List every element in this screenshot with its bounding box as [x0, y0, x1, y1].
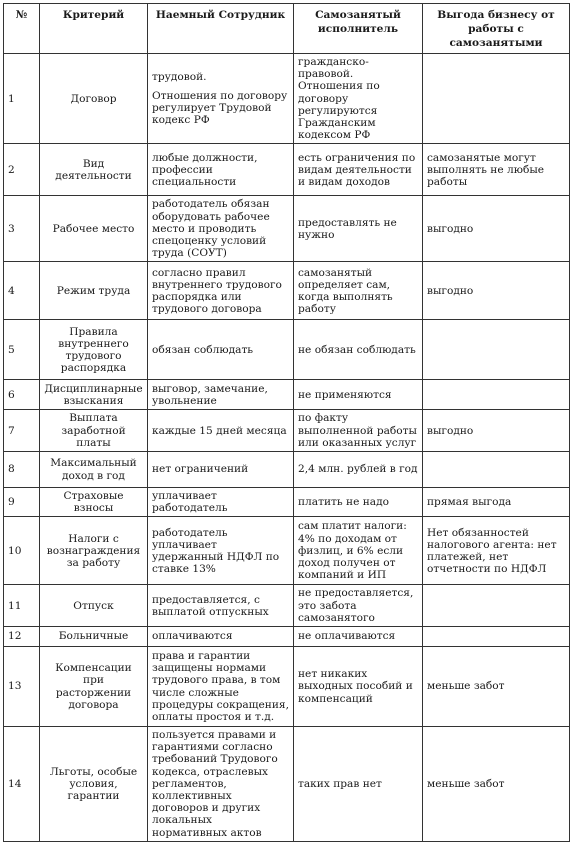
benefit-cell: самозанятые могут выполнять не любые работы [423, 144, 570, 196]
benefit-cell [423, 452, 570, 488]
employee-cell: нет ограничений [148, 452, 294, 488]
header-number: № [4, 4, 40, 54]
table-row [4, 517, 570, 585]
table-row [4, 585, 570, 627]
row-number: 10 [4, 517, 40, 585]
employee-cell: любые должности, профессии специальности [148, 144, 294, 196]
benefit-cell [423, 54, 570, 144]
employee-cell: обязан соблюдать [148, 320, 294, 380]
employee-cell: уплачивает работодатель [148, 488, 294, 517]
criterion-cell: Льготы, особые условия, гарантии [40, 727, 148, 842]
header-employee: Наемный Сотрудник [148, 4, 294, 54]
criterion-cell: Дисциплинарные взыскания [40, 380, 148, 410]
row-number: 2 [4, 144, 40, 196]
self-employed-cell: сам платит налоги: 4% по доходам от физлиц, и 6% если доход получен от компаний и ИП [294, 517, 423, 585]
self-employed-cell: платить не надо [294, 488, 423, 517]
criterion-cell: Правила внутреннего трудового распорядка [40, 320, 148, 380]
self-employed-cell: таких прав нет [294, 727, 423, 842]
row-number: 5 [4, 320, 40, 380]
criterion-cell: Выплата заработной платы [40, 410, 148, 452]
employee-cell: работодатель уплачивает удержанный НДФЛ по ставке 13% [148, 517, 294, 585]
criterion-cell: Налоги с вознаграждения за работу [40, 517, 148, 585]
criterion-cell: Отпуск [40, 585, 148, 627]
employee-cell: трудовой. Отношения по договору регулирует Трудовой кодекс РФ [148, 54, 294, 144]
benefit-cell: прямая выгода [423, 488, 570, 517]
benefit-cell [423, 627, 570, 647]
table-row [4, 144, 570, 196]
comparison-table-wrapper [3, 3, 570, 842]
self-employed-cell: самозанятый определяет сам, когда выполнять работу [294, 262, 423, 320]
benefit-cell: Нет обязанностей налогового агента: нет платежей, нет отчетности по НДФЛ [423, 517, 570, 585]
benefit-cell: меньше забот [423, 647, 570, 727]
table-body [4, 54, 570, 842]
employee-cell: работодатель обязан оборудовать рабочее место и проводить спецоценку условий труда (СОУТ) [148, 196, 294, 262]
self-employed-cell: не предоставляется, это забота самозанятого [294, 585, 423, 627]
benefit-cell [423, 380, 570, 410]
row-number: 3 [4, 196, 40, 262]
criterion-cell: Максимальный доход в год [40, 452, 148, 488]
comparison-table [3, 3, 570, 842]
header-row [4, 4, 570, 54]
table-row [4, 488, 570, 517]
criterion-cell: Компенсации при расторжении договора [40, 647, 148, 727]
row-number: 14 [4, 727, 40, 842]
employee-cell: оплачиваются [148, 627, 294, 647]
employee-cell: каждые 15 дней месяца [148, 410, 294, 452]
row-number: 1 [4, 54, 40, 144]
benefit-cell: выгодно [423, 196, 570, 262]
row-number: 13 [4, 647, 40, 727]
row-number: 4 [4, 262, 40, 320]
criterion-cell: Вид деятельности [40, 144, 148, 196]
header-benefit: Выгода бизнесу от работы с самозанятыми [423, 4, 570, 54]
self-employed-cell: гражданско-правовой. Отношения по договору регулируются Гражданским кодексом РФ [294, 54, 423, 144]
table-row [4, 320, 570, 380]
self-employed-cell: не оплачиваются [294, 627, 423, 647]
benefit-cell [423, 320, 570, 380]
table-row [4, 196, 570, 262]
benefit-cell: меньше забот [423, 727, 570, 842]
row-number: 6 [4, 380, 40, 410]
criterion-cell: Больничные [40, 627, 148, 647]
criterion-cell: Режим труда [40, 262, 148, 320]
self-employed-cell: 2,4 млн. рублей в год [294, 452, 423, 488]
row-number: 9 [4, 488, 40, 517]
self-employed-cell: есть ограничения по видам деятельности и видам доходов [294, 144, 423, 196]
benefit-cell [423, 585, 570, 627]
employee-cell: выговор, замечание, увольнение [148, 380, 294, 410]
employee-cell: пользуется правами и гарантиями согласно требований Трудового кодекса, отраслевых регламентов, коллективных договоров и других локальных нормативных актов [148, 727, 294, 842]
row-number: 11 [4, 585, 40, 627]
row-number: 7 [4, 410, 40, 452]
employee-cell: предоставляется, с выплатой отпускных [148, 585, 294, 627]
self-employed-cell: не применяются [294, 380, 423, 410]
self-employed-cell: по факту выполненной работы или оказанных услуг [294, 410, 423, 452]
table-row [4, 452, 570, 488]
header-self-employed: Самозанятый исполнитель [294, 4, 423, 54]
benefit-cell: выгодно [423, 410, 570, 452]
row-number: 8 [4, 452, 40, 488]
table-row [4, 727, 570, 842]
criterion-cell: Договор [40, 54, 148, 144]
criterion-cell: Рабочее место [40, 196, 148, 262]
benefit-cell: выгодно [423, 262, 570, 320]
table-row [4, 54, 570, 144]
self-employed-cell: предоставлять не нужно [294, 196, 423, 262]
table-row [4, 380, 570, 410]
employee-cell: права и гарантии защищены нормами трудового права, в том числе сложные процедуры сокращения, оплаты простоя и т.д. [148, 647, 294, 727]
criterion-cell: Страховые взносы [40, 488, 148, 517]
employee-cell: согласно правил внутреннего трудового распорядка или трудового договора [148, 262, 294, 320]
table-row [4, 262, 570, 320]
table-row [4, 647, 570, 727]
table-row [4, 627, 570, 647]
header-criterion: Критерий [40, 4, 148, 54]
row-number: 12 [4, 627, 40, 647]
self-employed-cell: нет никаких выходных пособий и компенсаций [294, 647, 423, 727]
table-row [4, 410, 570, 452]
self-employed-cell: не обязан соблюдать [294, 320, 423, 380]
